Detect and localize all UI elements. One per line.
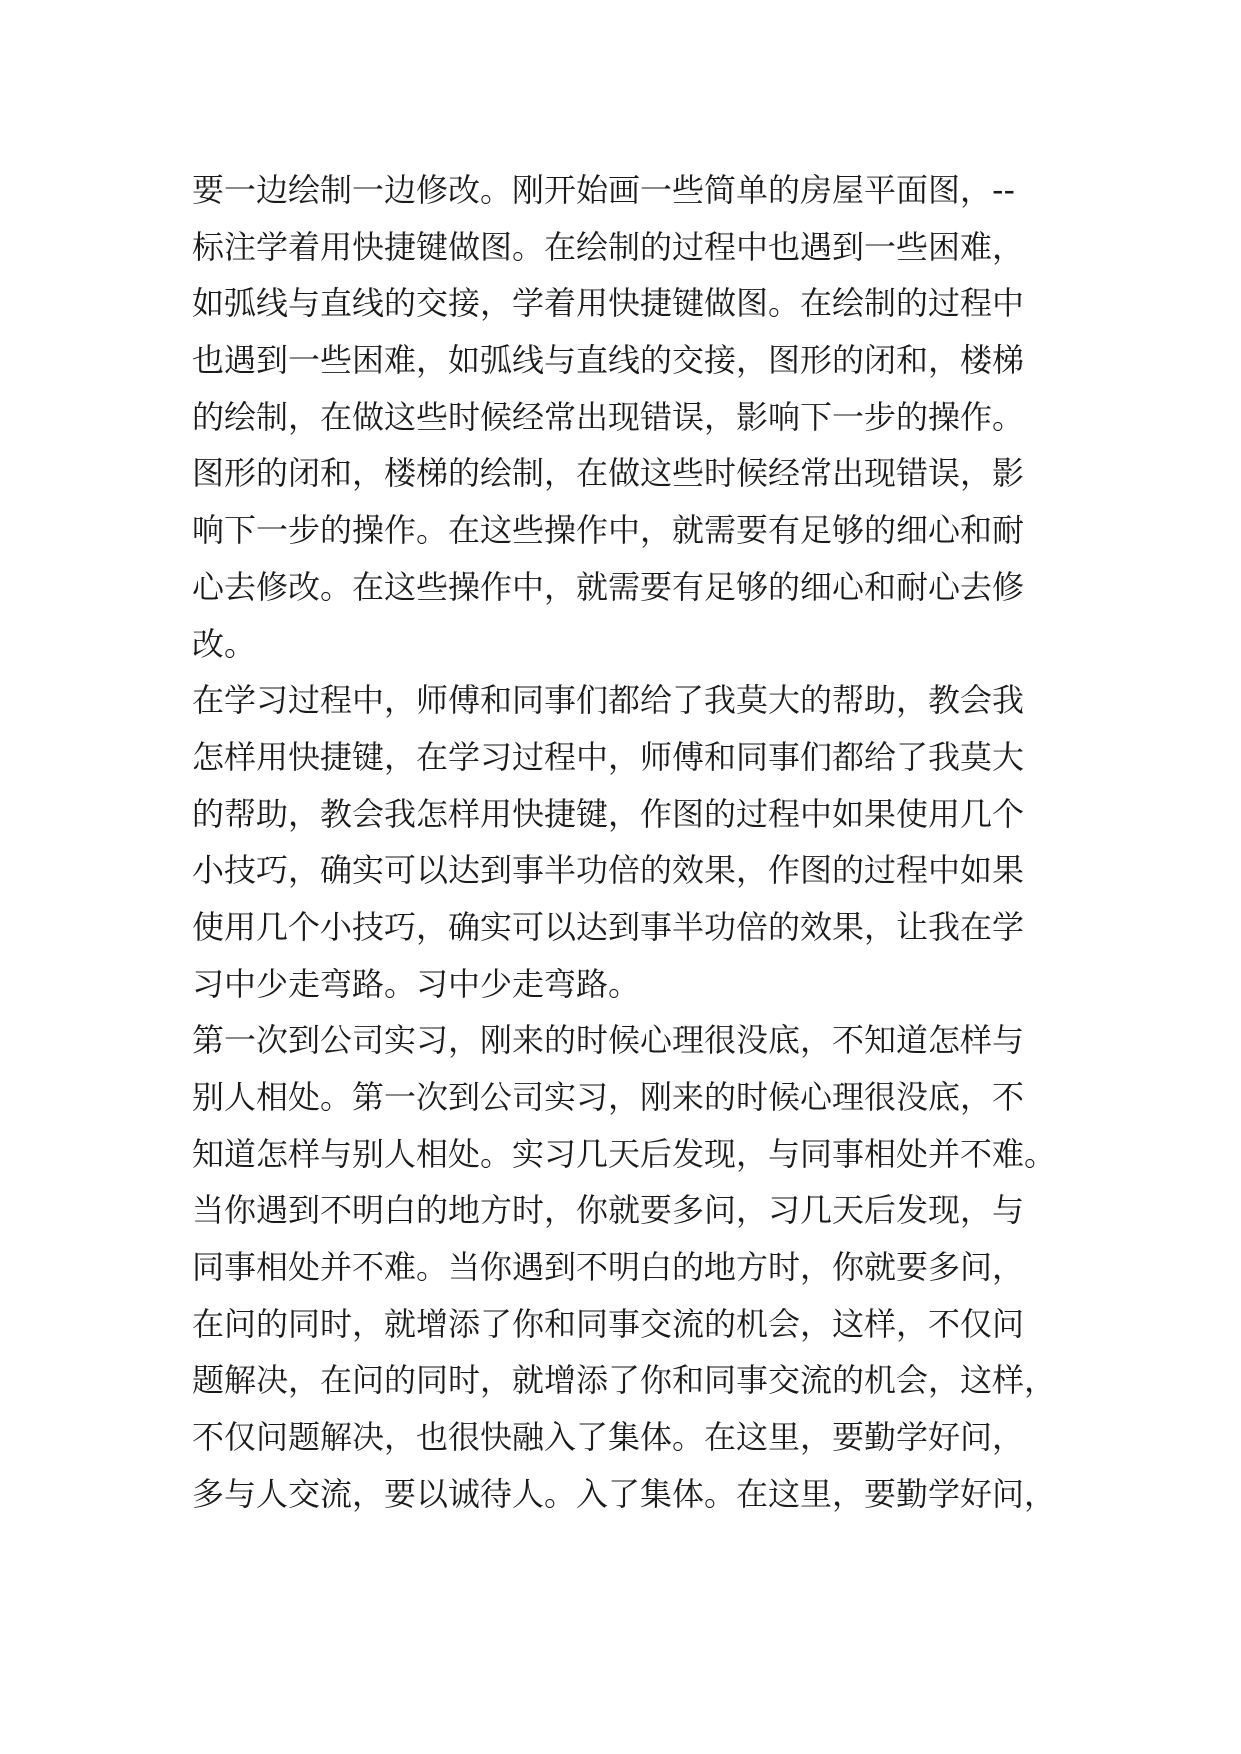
text-line: 在问的同时，就增添了你和同事交流的机会，这样，不仅问 — [192, 1304, 1025, 1343]
text-line: 要一边绘制一边修改。刚开始画一些简单的房屋平面图，-- — [192, 171, 1016, 209]
text-line: 习中少走弯路。习中少走弯路。 — [192, 964, 641, 1003]
text-line: 的帮助，教会我怎样用快捷键，作图的过程中如果使用几个 — [192, 794, 1025, 833]
text-line: 也遇到一些困难，如弧线与直线的交接，图形的闭和，楼梯 — [192, 341, 1025, 380]
text-line: 小技巧，确实可以达到事半功倍的效果，作图的过程中如果 — [192, 851, 1025, 890]
text-line: 怎样用快捷键，在学习过程中，师傅和同事们都给了我莫大 — [192, 737, 1025, 776]
text-line: 如弧线与直线的交接，学着用快捷键做图。在绘制的过程中 — [192, 284, 1025, 323]
text-line: 改。 — [192, 624, 257, 663]
text-line: 标注学着用快捷键做图。在绘制的过程中也遇到一些困难， — [192, 227, 1025, 266]
text-line: 第一次到公司实习，刚来的时候心理很没底，不知道怎样与 — [192, 1021, 1025, 1060]
body-text — [192, 162, 1072, 1523]
text-line: 在学习过程中，师傅和同事们都给了我莫大的帮助，教会我 — [192, 681, 1025, 720]
text-line: 当你遇到不明白的地方时，你就要多问，习几天后发现，与 — [192, 1191, 1025, 1230]
text-line: 别人相处。第一次到公司实习，刚来的时候心理很没底，不 — [192, 1078, 1025, 1116]
text-line: 多与人交流，要以诚待人。入了集体。在这里，要勤学好问， — [192, 1474, 1057, 1513]
text-line: 题解决，在问的同时，就增添了你和同事交流的机会，这样， — [192, 1361, 1057, 1400]
text-line: 的绘制，在做这些时候经常出现错误，影响下一步的操作。 — [192, 397, 1025, 436]
text-line: 响下一步的操作。在这些操作中，就需要有足够的细心和耐 — [192, 511, 1025, 550]
text-line: 心去修改。在这些操作中，就需要有足够的细心和耐心去修 — [192, 567, 1025, 606]
text-line: 同事相处并不难。当你遇到不明白的地方时，你就要多问， — [192, 1248, 1025, 1287]
text-line: 知道怎样与别人相处。实习几天后发现，与同事相处并不难。 — [192, 1134, 1057, 1173]
text-line: 不仅问题解决，也很快融入了集体。在这里，要勤学好问， — [192, 1418, 1025, 1457]
text-line: 图形的闭和，楼梯的绘制，在做这些时候经常出现错误，影 — [192, 454, 1025, 493]
text-line: 使用几个小技巧，确实可以达到事半功倍的效果，让我在学 — [192, 907, 1025, 946]
